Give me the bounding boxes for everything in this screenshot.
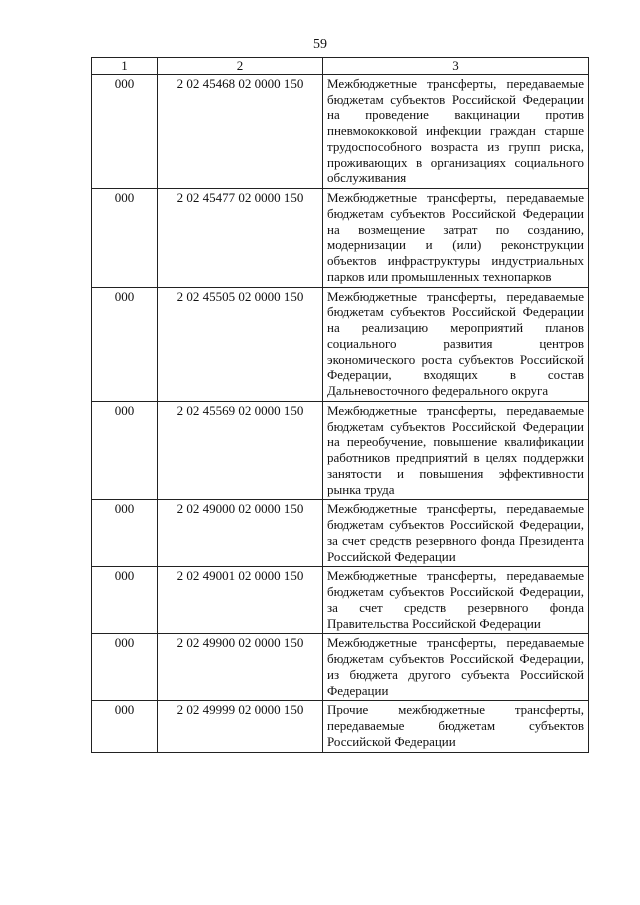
table-row [92,287,589,401]
column-header: 1 [92,58,158,75]
description-cell: Межбюджетные трансферты, передаваемые бюджетам субъектов Российской Федерации на реализацию мероприятий планов социального развития центров экономического роста субъектов Российской Федерации, входящих в состав Дальневосточного федерального округа [323,287,589,401]
budget-code-cell: 2 02 45468 02 0000 150 [158,74,323,188]
page-number: 59 [313,37,327,52]
column-header: 3 [323,58,589,75]
table-row [92,401,589,500]
admin-code-cell: 000 [92,567,158,634]
budget-code-cell: 2 02 45477 02 0000 150 [158,189,323,288]
description-cell: Межбюджетные трансферты, передаваемые бюджетам субъектов Российской Федерации на проведение вакцинации против пневмококковой инфекции граждан старше трудоспособного возраста из групп риска, проживающих в организациях социального обслуживания [323,74,589,188]
column-header: 2 [158,58,323,75]
description-cell: Межбюджетные трансферты, передаваемые бюджетам субъектов Российской Федерации, за счет средств резервного фонда Президента Российской Федерации [323,500,589,567]
table-row [92,701,589,752]
budget-codes-table [91,57,589,753]
budget-code-cell: 2 02 45569 02 0000 150 [158,401,323,500]
table-row [92,500,589,567]
table-row [92,189,589,288]
table-header-row [92,58,589,75]
description-cell: Прочие межбюджетные трансферты, передаваемые бюджетам субъектов Российской Федерации [323,701,589,752]
description-cell: Межбюджетные трансферты, передаваемые бюджетам субъектов Российской Федерации, за счет средств резервного фонда Правительства Российской Федерации [323,567,589,634]
admin-code-cell: 000 [92,500,158,567]
admin-code-cell: 000 [92,401,158,500]
description-cell: Межбюджетные трансферты, передаваемые бюджетам субъектов Российской Федерации на переобучение, повышение квалификации работников предприятий в целях поддержки занятости и повышения эффективности рынка труда [323,401,589,500]
table-row [92,634,589,701]
admin-code-cell: 000 [92,634,158,701]
budget-code-cell: 2 02 45505 02 0000 150 [158,287,323,401]
table-row [92,74,589,188]
budget-code-cell: 2 02 49999 02 0000 150 [158,701,323,752]
description-cell: Межбюджетные трансферты, передаваемые бюджетам субъектов Российской Федерации, из бюджета другого субъекта Российской Федерации [323,634,589,701]
budget-code-cell: 2 02 49001 02 0000 150 [158,567,323,634]
admin-code-cell: 000 [92,189,158,288]
description-cell: Межбюджетные трансферты, передаваемые бюджетам субъектов Российской Федерации на возмещение затрат по созданию, модернизации и (или) реконструкции объектов инфраструктуры индустриальных парков или промышленных технопарков [323,189,589,288]
table-row [92,567,589,634]
admin-code-cell: 000 [92,287,158,401]
budget-code-cell: 2 02 49000 02 0000 150 [158,500,323,567]
admin-code-cell: 000 [92,74,158,188]
budget-code-cell: 2 02 49900 02 0000 150 [158,634,323,701]
admin-code-cell: 000 [92,701,158,752]
